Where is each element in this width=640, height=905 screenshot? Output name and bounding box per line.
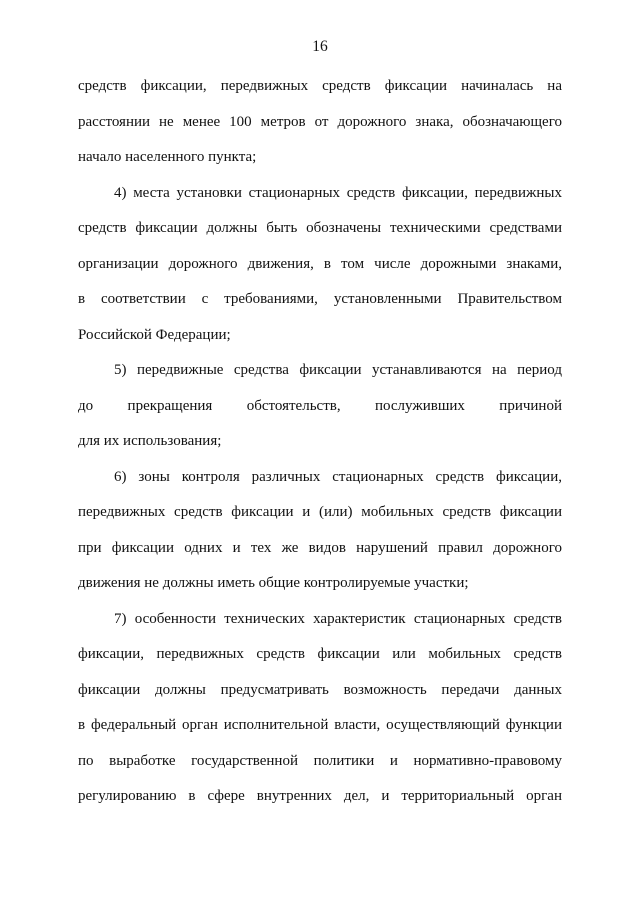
paragraph-p5 <box>78 356 562 463</box>
text-line: по выработке государственной политики и нормативно-правовому <box>78 752 562 769</box>
paragraph-p6 <box>78 463 562 605</box>
text-line: передвижных средств фиксации и (или) мобильных средств фиксации <box>78 504 562 520</box>
text-line: в соответствии с требованиями, установленными Правительством <box>78 291 562 307</box>
text-line: при фиксации одних и тех же видов нарушений правил дорожного <box>78 539 562 556</box>
text-line: средств фиксации должны быть обозначены техническими средствами <box>78 220 562 236</box>
paragraph-p7 <box>78 605 562 818</box>
text-line: фиксации, передвижных средств фиксации или мобильных средств <box>78 646 562 662</box>
text-line: до прекращения обстоятельств, послуживших причиной <box>78 397 562 414</box>
paragraph-p4 <box>78 179 562 357</box>
text-line: 5) передвижные средства фиксации устанавливаются на период <box>114 362 562 378</box>
text-line: 6) зоны контроля различных стационарных средств фиксации, <box>114 468 562 485</box>
text-line: расстоянии не менее 100 метров от дорожного знака, обозначающего <box>78 113 562 130</box>
text-line: фиксации должны предусматривать возможность передачи данных <box>78 681 562 698</box>
text-line: средств фиксации, передвижных средств фиксации начиналась на <box>78 78 562 94</box>
text-line: начало населенного пункта; <box>78 149 257 165</box>
text-line: регулированию в сфере внутренних дел, и территориальный орган <box>78 788 562 804</box>
text-line: 4) места установки стационарных средств фиксации, передвижных <box>114 184 562 201</box>
paragraph-p0 <box>78 72 562 179</box>
text-line: для их использования; <box>78 433 222 449</box>
text-line: в федеральный орган исполнительной власти, осуществляющий функции <box>78 717 562 733</box>
text-line: 7) особенности технических характеристик стационарных средств <box>114 610 562 627</box>
text-line: движения не должны иметь общие контролируемые участки; <box>78 575 469 591</box>
page-number: 16 <box>312 38 328 55</box>
text-line: Российской Федерации; <box>78 326 231 343</box>
text-line: организации дорожного движения, в том числе дорожными знаками, <box>78 255 562 272</box>
document-body <box>78 72 562 818</box>
